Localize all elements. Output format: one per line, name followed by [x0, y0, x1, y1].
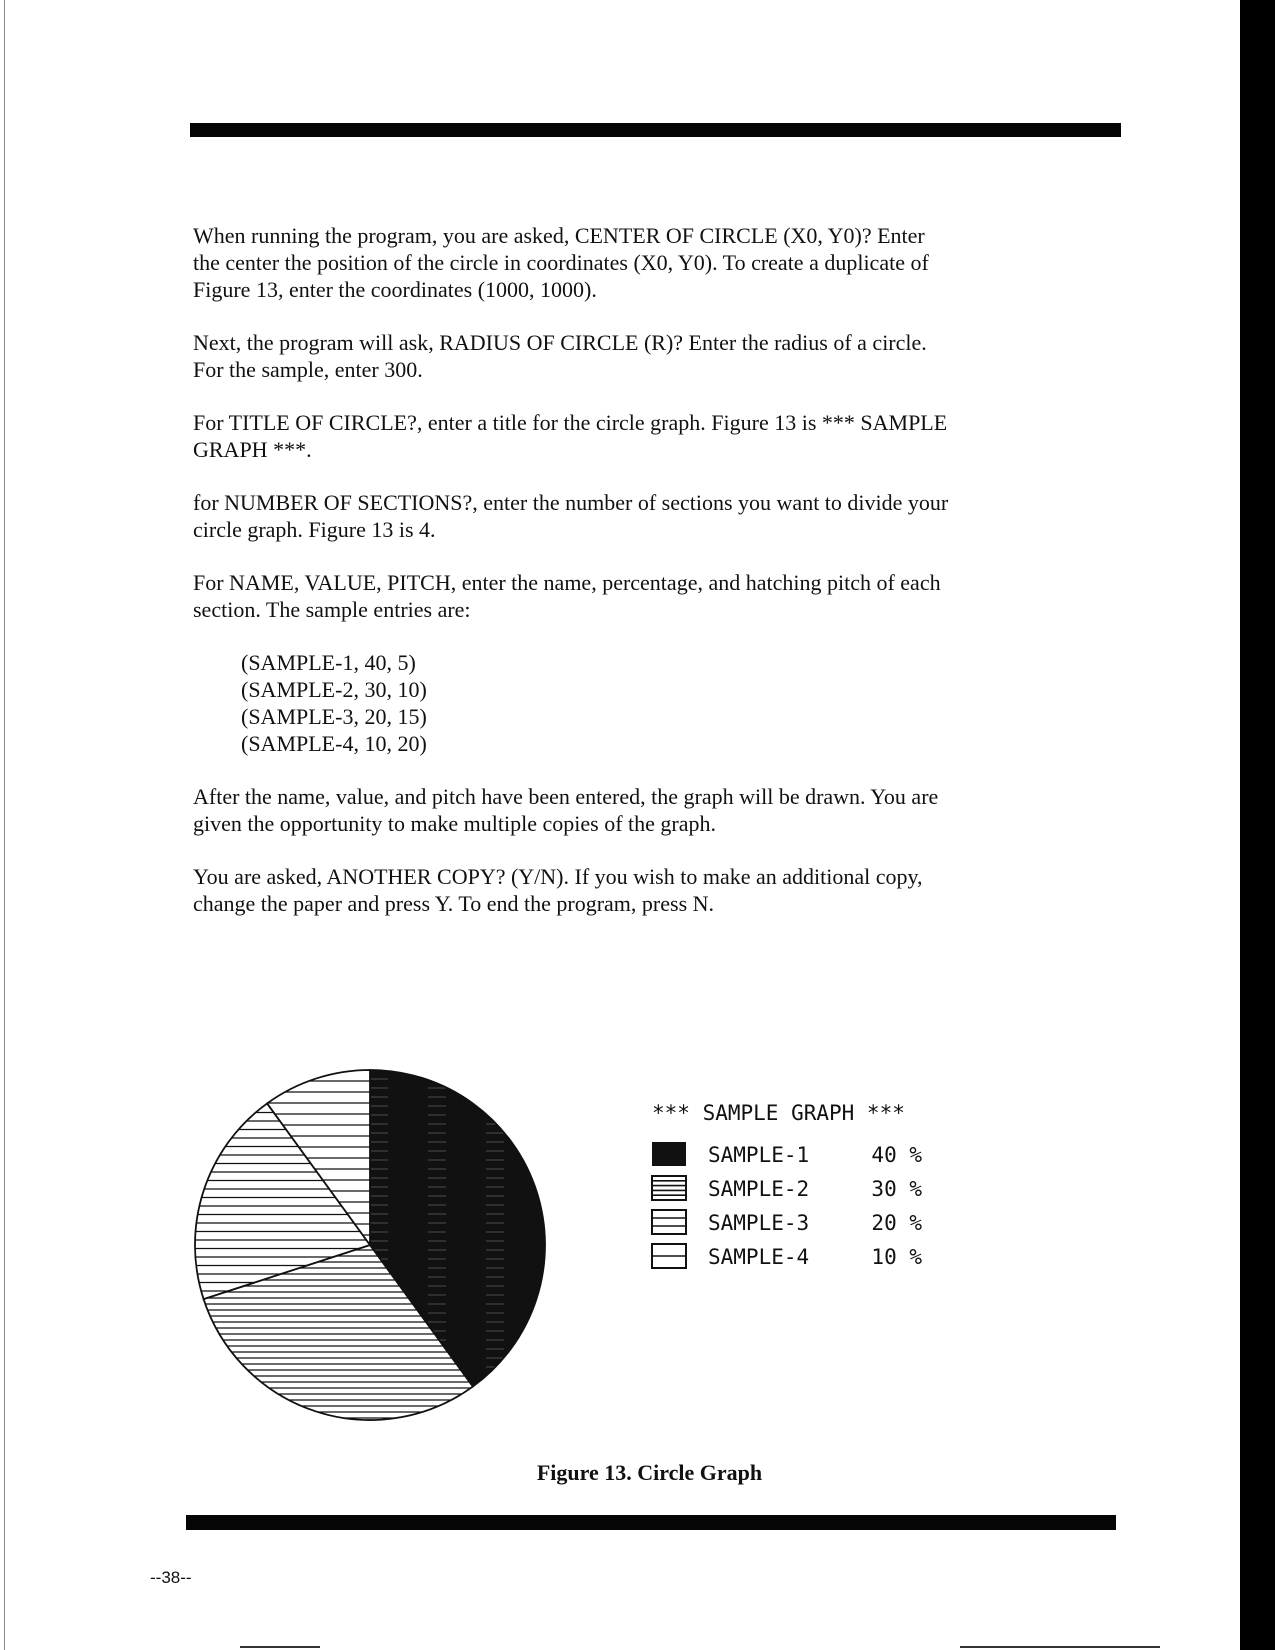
sample-entry: (SAMPLE-1, 40, 5)	[241, 650, 416, 675]
legend-swatch-2	[652, 1176, 686, 1200]
legend-title: *** SAMPLE GRAPH ***	[652, 1101, 905, 1125]
sample-entry: (SAMPLE-4, 10, 20)	[241, 731, 427, 756]
footer-line-left	[240, 1646, 320, 1648]
sample-entry: (SAMPLE-3, 20, 15)	[241, 704, 427, 729]
legend-value-3: 20 %	[871, 1211, 922, 1235]
paragraph-another-copy: You are asked, ANOTHER COPY? (Y/N). If you wish to make an additional copy, change the paper and press Y. To end the program, press N.	[193, 864, 923, 916]
body-text	[193, 222, 953, 943]
page-left-edge	[4, 0, 5, 1650]
scan-right-edge	[1240, 0, 1275, 1650]
top-rule	[190, 123, 1121, 137]
legend-value-1: 40 %	[871, 1143, 922, 1167]
legend-label-4: SAMPLE-4	[708, 1245, 810, 1269]
paragraph-name-value-pitch: For NAME, VALUE, PITCH, enter the name, percentage, and hatching pitch of each section. The sample entries are:	[193, 570, 941, 622]
circle-graph-figure	[190, 1070, 1050, 1450]
bottom-rule	[186, 1515, 1116, 1530]
legend-label-3: SAMPLE-3	[708, 1211, 810, 1235]
sample-entry: (SAMPLE-2, 30, 10)	[241, 677, 427, 702]
figure-caption: Figure 13. Circle Graph	[536, 1460, 763, 1485]
circle-graph	[190, 1070, 1050, 1450]
legend-label-2: SAMPLE-2	[708, 1177, 810, 1201]
legend-swatch-4	[652, 1244, 686, 1268]
legend-value-2: 30 %	[871, 1177, 922, 1201]
legend-value-4: 10 %	[871, 1245, 922, 1269]
legend-label-1: SAMPLE-1	[708, 1143, 810, 1167]
paragraph-center: When running the program, you are asked, CENTER OF CIRCLE (X0, Y0)? Enter the center the position of the circle in coordinates (X0, Y0). To create a duplicate of Figure 13, enter the coordinates (1000, 1000).	[193, 223, 929, 302]
paragraph-drawn: After the name, value, and pitch have been entered, the graph will be drawn. You are given the opportunity to make multiple copies of the graph.	[193, 784, 939, 836]
paragraph-sections: for NUMBER OF SECTIONS?, enter the number of sections you want to divide your circle graph. Figure 13 is 4.	[193, 490, 949, 542]
paragraph-title: For TITLE OF CIRCLE?, enter a title for the circle graph. Figure 13 is *** SAMPLE GRAPH ***.	[193, 410, 948, 462]
footer-line-right	[960, 1646, 1160, 1648]
legend-swatch-3	[652, 1210, 686, 1234]
page-number: --38--	[150, 1568, 192, 1587]
paragraph-radius: Next, the program will ask, RADIUS OF CIRCLE (R)? Enter the radius of a circle. For the sample, enter 300.	[193, 330, 927, 382]
sample-entries	[241, 649, 953, 757]
legend-swatch-1	[652, 1142, 686, 1166]
